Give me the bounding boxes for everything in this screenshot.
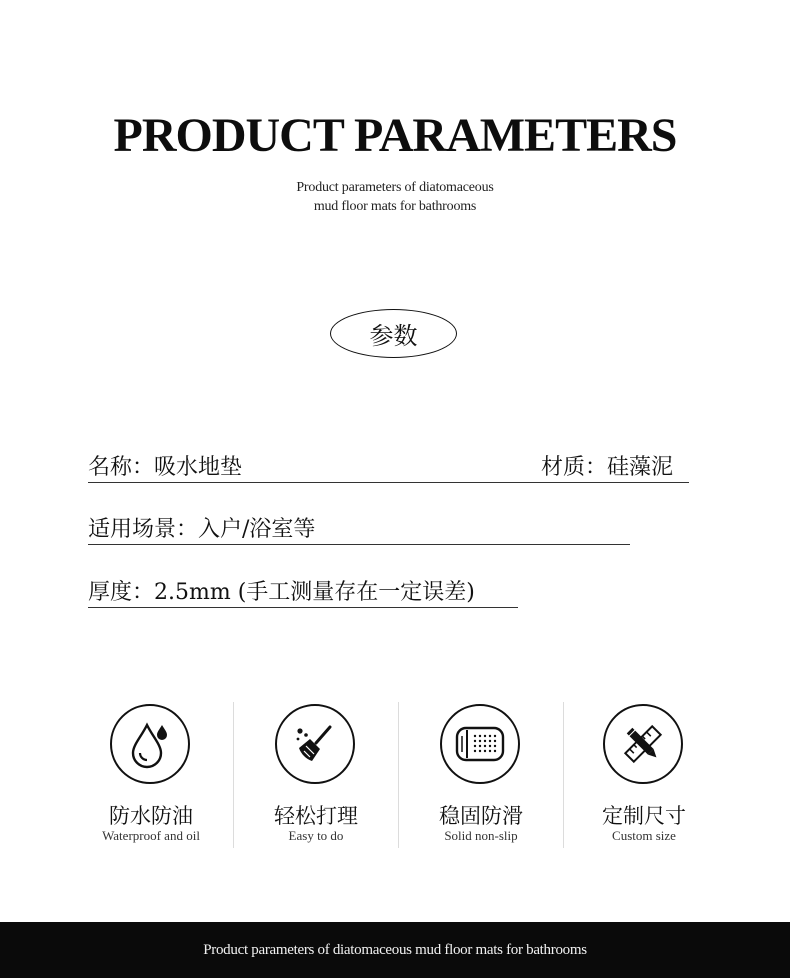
feature-non-slip xyxy=(399,702,563,848)
water-drop-icon xyxy=(110,704,190,784)
broom-icon xyxy=(275,704,355,784)
page-subtitle xyxy=(0,178,790,216)
feature-easy-clean-subtitle: Easy to do xyxy=(288,828,344,843)
param-material: 材质：硅藻泥 xyxy=(541,455,674,480)
param-name: 名称：吸水地垫 xyxy=(88,455,243,480)
footer-banner xyxy=(0,922,790,978)
subtitle-line-2: mud floor mats for bathrooms xyxy=(313,199,477,214)
feature-waterproof xyxy=(69,702,233,848)
feature-non-slip-title: 稳固防滑 xyxy=(439,804,523,828)
feature-easy-clean-title: 轻松打理 xyxy=(274,804,358,828)
feature-easy-clean xyxy=(234,702,398,848)
ruler-pencil-icon xyxy=(603,704,683,784)
feature-non-slip-subtitle: Solid non-slip xyxy=(444,828,518,843)
mat-icon xyxy=(440,704,520,784)
feature-waterproof-subtitle: Waterproof and oil xyxy=(102,828,200,843)
feature-custom-size-subtitle: Custom size xyxy=(612,828,676,843)
param-name-underline xyxy=(88,482,689,483)
feature-waterproof-title: 防水防油 xyxy=(109,804,193,828)
param-thickness-underline xyxy=(88,607,518,608)
param-usage: 适用场景：入户/浴室等 xyxy=(88,517,316,542)
param-thickness: 厚度：2.5mm (手工测量存在一定误差) xyxy=(88,580,475,605)
page-title: PRODUCT PARAMETERS xyxy=(113,109,677,162)
param-usage-underline xyxy=(88,544,630,545)
parameters-badge xyxy=(330,309,457,358)
subtitle-line-1: Product parameters of diatomaceous xyxy=(296,180,494,195)
feature-custom-size xyxy=(562,702,726,848)
parameters-badge-label: 参数 xyxy=(369,322,418,350)
feature-custom-size-title: 定制尺寸 xyxy=(602,804,686,828)
footer-text: Product parameters of diatomaceous mud floor mats for bathrooms xyxy=(203,941,587,958)
